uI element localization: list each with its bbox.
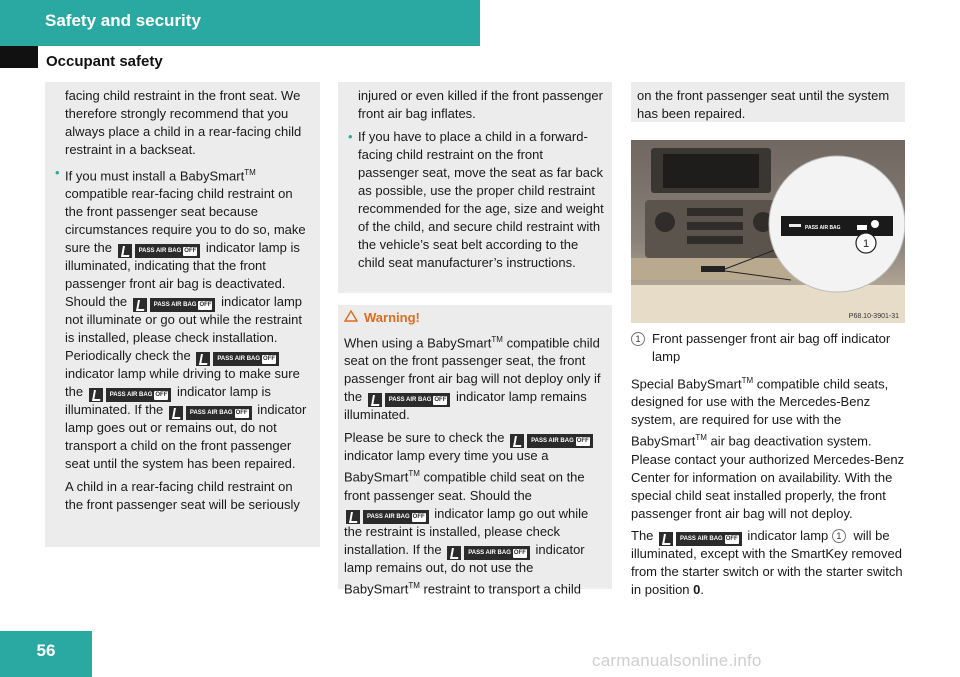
text-span: If you must install a BabySmart [65,168,245,184]
passenger-airbag-off-indicator-icon: PASS AIR BAG OFF [659,529,742,543]
svg-text:PASS AIR BAG: PASS AIR BAG [805,225,841,231]
col1-bullet [47,164,314,473]
column-1-box [45,82,320,547]
image-code: P68.10-3901-31 [848,313,899,320]
passenger-airbag-off-indicator-icon: PASS AIR BAG OFF [133,296,216,310]
text-span: indicator lamp is illuminated, indicating that the front passenger front air bag is deactivated. Should the [65,240,300,310]
figure-caption [631,330,909,366]
watermark: carmanualsonline.info [592,651,762,670]
passenger-airbag-off-indicator-icon: PASS AIR BAG OFF [368,391,451,405]
col2-bullet [340,128,606,272]
text-span: compatible rear-facing child restraint on the front passenger seat because circumstances require you to do so, make sure the [65,186,306,256]
corner-marker [0,46,38,68]
passenger-airbag-off-indicator-icon: PASS AIR BAG OFF [89,386,172,400]
col3-paragraph: Special BabySmart™ compatible child seats, designed for use with the Mercedes-Benz system, are required for use with the BabySmart™ air bag deactivation system. Please contact your authorized Mercedes-Benz Center for information on availability. With the special child seat installed properly, the front passenger front air bag will not deploy. [631,376,905,521]
text-span: indicator lamp is illuminated. If the [65,384,271,418]
bullet-dot [348,128,353,146]
text-span: indicator lamp not illuminate or go out while the restraint is installed, please check installation. Periodically check the [65,294,303,364]
col3-box-text: on the front passenger seat until the system has been repaired. [637,88,890,121]
section-title: Safety and security [45,11,201,30]
col1-paragraph: facing child restraint in the front seat. We therefore strongly recommend that you always place a child in a rear-facing child restraint in a backseat. [65,88,302,157]
column-3-text [631,330,909,599]
warning-paragraph: Please be sure to check the PASS AIR BAG OFF indicator lamp every time you use a BabySmart™ compatible child seat on the front passenger seat. Should the PASS AIR BAG OFF indicator lamp go out while the restraint is installed, please check installation. If the PASS AIR BAG OFF indicator lamp remains out, do not use the BabySmart™ restraint to transport a child [344,429,606,598]
column-2-box [338,82,612,293]
text-span: indicator lamp goes out or remains out, do not transport a child on the front passenger seat until the system has been repaired. [65,402,307,472]
callout-1-icon: 1 [631,332,645,346]
passenger-airbag-off-indicator-icon: PASS AIR BAG OFF [510,432,593,446]
column-3-box [631,82,905,122]
text-span: If you have to place a child in a forward-facing child restraint on the front passenger seat, move the seat as far back as possible, use the proper child restraint recommended for the age, size and weight of the child, and secure child restraint with the vehicle’s seat belt according to the child seat manufacturer’s instructions. [358,129,604,270]
col2-paragraph: injured or even killed if the front passenger front air bag inflates. [358,88,603,121]
tm-mark: TM [244,168,256,177]
warning-paragraph: When using a BabySmart™ compatible child seat on the front passenger seat, the front passenger front air bag will not deploy only if the PASS AIR BAG OFF indicator lamp remains illuminated. [344,335,601,423]
caption-text: Front passenger front air bag off indicator lamp [652,331,891,364]
passenger-airbag-off-indicator-icon: PASS AIR BAG OFF [196,350,279,364]
passenger-airbag-off-indicator-icon: PASS AIR BAG OFF [346,507,429,521]
col3-paragraph: The PASS AIR BAG OFF indicator lamp 1 will be illuminated, except with the SmartKey removed from the starter switch or with the starter switch in position 0. [631,527,903,597]
page-number: 56 [0,631,92,677]
col1-paragraph: A child in a rear-facing child restraint on the front passenger seat will be seriously [65,479,300,513]
callout-number: 1 [862,238,870,250]
passenger-airbag-off-indicator-icon: PASS AIR BAG OFF [118,242,201,256]
subsection-title: Occupant safety [46,53,163,70]
bullet-dot [55,164,60,182]
passenger-airbag-off-indicator-icon: PASS AIR BAG OFF [169,404,252,418]
callout-1-icon: 1 [832,529,846,543]
text-span: indicator lamp while driving to make sure the [65,366,300,400]
section-header-band [0,0,480,46]
dashboard-photo [631,140,905,323]
passenger-airbag-off-indicator-icon: PASS AIR BAG OFF [447,543,530,557]
warning-triangle-icon [344,309,358,327]
warning-label: Warning! [364,310,420,325]
warning-box [338,305,612,596]
warning-title [344,309,606,327]
